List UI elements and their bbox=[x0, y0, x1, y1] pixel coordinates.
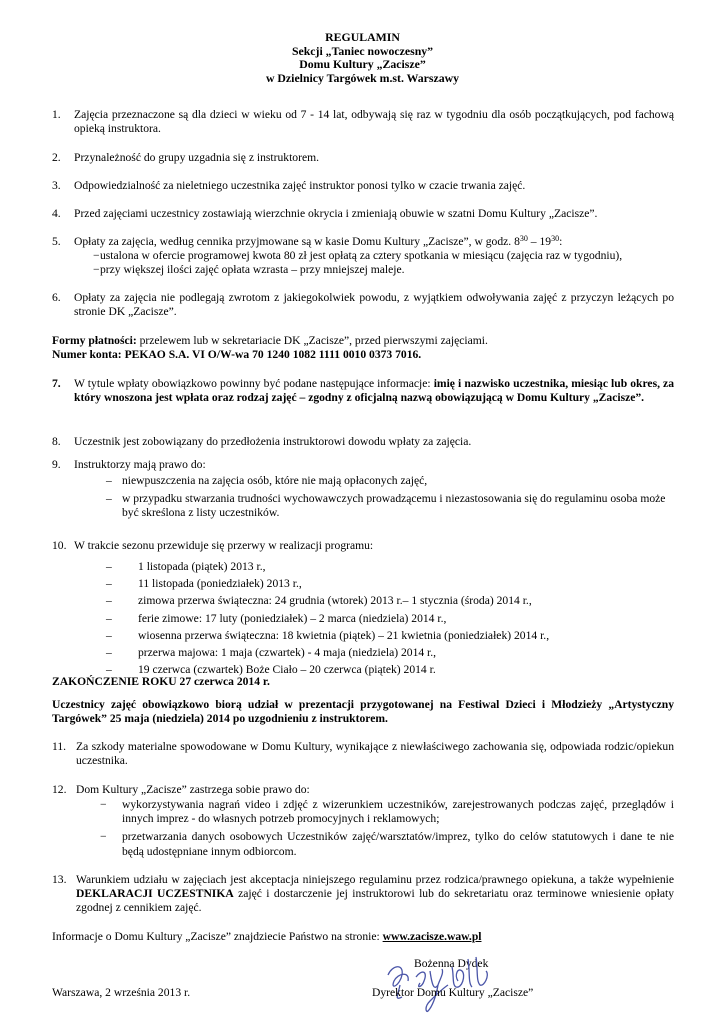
rule-7 bbox=[52, 377, 674, 405]
rule-12 bbox=[52, 783, 674, 797]
list-item: – zimowa przerwa świąteczna: 24 grudnia (wtorek) 2013 r.– 1 stycznia (środa) 2014 r., bbox=[106, 594, 532, 608]
dash-bullet: – bbox=[106, 560, 112, 573]
festival-note: Uczestnicy zajęć obowiązkowo biorą udział w prezentacji przygotowanej na Festiwal Dzieci i Młodzieży „Artystyczny Targówek” 25 maja (niedziela) 2014 po uzgodnieniu z instruktorem. bbox=[52, 698, 674, 726]
payment-info bbox=[52, 334, 674, 362]
signer-name: Bożenna Dydek bbox=[414, 957, 489, 970]
list-item: − wykorzystywania nagrań video i zdjęć z wizerunkiem uczestników, zarejestrowanych podczas zajęć, przeglądów i innych imprez - do własnych potrzeb promocyjnych i reklamowych; bbox=[100, 798, 674, 826]
signer-title: Dyrektor Domu Kultury „Zacisze” bbox=[372, 986, 534, 999]
rule-text: Za szkody materialne spowodowane w Domu Kultury, wynikające z niewłaściwego zachowania się, odpowiada rodzic/opiekun uczestnika. bbox=[76, 740, 674, 768]
rule-text: W trakcie sezonu przewiduje się przerwy w realizacji programu: bbox=[74, 539, 374, 552]
rule-text: Przed zajęciami uczestnicy zostawiają wierzchnie okrycia i zmieniają obuwie w szatni Domu Kultury „Zacisze”. bbox=[74, 207, 598, 220]
rule-number: 3. bbox=[52, 179, 61, 192]
list-item: − przetwarzania danych osobowych Uczestników zajęć/warsztatów/imprez, tylko do celów statutowych i dane te nie będą udostępniane innym odbiorcom. bbox=[100, 830, 674, 858]
dash-bullet: − bbox=[100, 798, 107, 811]
rule-2 bbox=[52, 151, 674, 165]
rule-text: Odpowiedzialność za nieletniego uczestnika zajęć instruktor ponosi tylko w czacie trwania zajęć. bbox=[74, 179, 526, 192]
signature-stroke bbox=[452, 957, 487, 987]
rule-text-part: Opłaty za zajęcia, według cennika przyjmowane są w kasie Domu Kultury „Zacisze”, w godz. 8 bbox=[74, 235, 520, 248]
payment-label: Formy płatności: bbox=[52, 334, 137, 347]
rule-11 bbox=[52, 740, 674, 768]
list-item: − ustalona w ofercie programowej kwota 80 zł jest opłatą za cztery spotkania w miesiącu (zajęcia raz w tygodniu), bbox=[93, 249, 623, 263]
rule-text bbox=[74, 235, 674, 249]
rule-9 bbox=[52, 458, 674, 472]
list-item: – przerwa majowa: 1 maja (czwartek) - 4 maja (niedziela) 2014 r., bbox=[106, 645, 437, 659]
rule-text: Zajęcia przeznaczone są dla dzieci w wieku od 7 - 14 lat, odbywają się raz w tygodniu dla osób początkujących, pod fachową opieką instruktora. bbox=[74, 108, 674, 136]
place-and-date: Warszawa, 2 września 2013 r. bbox=[52, 986, 191, 999]
rule-number: 2. bbox=[52, 151, 61, 164]
rule-number: 12. bbox=[52, 783, 67, 796]
rule-text-part: : bbox=[559, 235, 563, 248]
rule-6 bbox=[52, 291, 674, 319]
rule-text: Dom Kultury „Zacisze” zastrzega sobie prawo do: bbox=[76, 783, 310, 796]
rule-number: 5. bbox=[52, 235, 61, 248]
document-header bbox=[0, 31, 725, 85]
rule-number: 7. bbox=[52, 377, 61, 390]
payment-text: przelewem lub w sekretariacie DK „Zacisze”, przed pierwszymi zajęciami. bbox=[136, 334, 488, 347]
rule-text-part: – 19 bbox=[527, 235, 552, 248]
dash-bullet: – bbox=[106, 492, 112, 506]
list-item: – 1 listopada (piątek) 2013 r., bbox=[106, 560, 266, 573]
dash-bullet: − bbox=[93, 263, 100, 277]
handwritten-signature bbox=[382, 945, 512, 1015]
info-line: Informacje o Domu Kultury „Zacisze” znajdziecie Państwo na stronie: www.zacisze.waw.pl bbox=[52, 930, 482, 943]
fee-list bbox=[74, 249, 674, 277]
rule-8 bbox=[52, 435, 674, 449]
bank-account: Numer konta: PEKAO S.A. VI O/W-wa 70 1240 1082 1111 0010 0373 7016. bbox=[52, 348, 422, 362]
rule-10 bbox=[52, 539, 674, 553]
dash-bullet: − bbox=[100, 830, 107, 844]
rule-text: Przynależność do grupy uzgadnia się z instruktorem. bbox=[74, 151, 320, 164]
rule-1 bbox=[52, 108, 674, 136]
rule-13 bbox=[52, 873, 674, 916]
rule-number: 11. bbox=[52, 740, 67, 753]
dash-bullet: – bbox=[106, 628, 112, 642]
list-item: – ferie zimowe: 17 luty (poniedziałek) – 2 marca (niedziela) 2014 r., bbox=[106, 611, 447, 625]
dash-bullet: – bbox=[106, 474, 112, 487]
rule-text: Instruktorzy mają prawo do: bbox=[74, 458, 206, 471]
dash-bullet: – bbox=[106, 663, 112, 677]
dash-bullet: – bbox=[106, 577, 112, 591]
dash-bullet: – bbox=[106, 594, 112, 608]
rule-3 bbox=[52, 179, 674, 193]
rule-number: 13. bbox=[52, 873, 67, 886]
rule-number: 10. bbox=[52, 539, 67, 552]
hours-superscript: 30 bbox=[551, 234, 560, 243]
rule-text: Uczestnik jest zobowiązany do przedłożenia instruktorowi dowodu wpłaty za zajęcia. bbox=[74, 435, 472, 448]
dash-bullet: − bbox=[93, 249, 100, 263]
rule-text: W tytule wpłaty obowiązkowo powinny być podane następujące informacje: imię i nazwisko uczestnika, miesiąc lub okres, za który wnoszona jest wpłata oraz rodzaj zajęć – zgodny z oficjalną nazwą obowiązującą w Domu Kultury „Zacisze”. bbox=[74, 377, 674, 405]
rule-number: 6. bbox=[52, 291, 61, 304]
rights-list bbox=[52, 798, 674, 859]
list-item: – niewpuszczenia na zajęcia osób, które nie mają opłaconych zajęć, bbox=[106, 474, 428, 487]
list-item: − przy większej ilości zajęć opłata wzrasta – przy mniejszej maleje. bbox=[93, 263, 405, 277]
list-item: – wiosenna przerwa świąteczna: 18 kwietnia (piątek) – 21 kwietnia (poniedziałek) 2014 r., bbox=[106, 628, 550, 642]
rule-number: 4. bbox=[52, 207, 61, 220]
instructor-rights-list bbox=[52, 474, 674, 521]
rule-text: Warunkiem udziału w zajęciach jest akceptacja niniejszego regulaminu przez rodzica/prawnego opiekuna, a także wypełnienie DEKLARACJI UCZESTNIKA zajęć i dostarczenie jej instruktorowi lub do sekretariatu oraz terminowe wniesienie opłaty zgodnej z cennikiem zajęć. bbox=[76, 873, 674, 915]
rule-5 bbox=[52, 235, 674, 278]
header-section: Sekcji „Taniec nowoczesny” bbox=[291, 43, 434, 58]
header-district: w Dzielnicy Targówek m.st. Warszawy bbox=[265, 70, 460, 85]
end-of-year: ZAKOŃCZENIE ROKU 27 czerwca 2014 r. bbox=[52, 675, 270, 688]
list-item: – 19 czerwca (czwartek) Boże Ciało – 20 czerwca (piątek) 2014 r. bbox=[106, 663, 436, 677]
list-item: – 11 listopada (poniedziałek) 2013 r., bbox=[106, 577, 302, 591]
website-link[interactable]: www.zacisze.waw.pl bbox=[382, 930, 482, 943]
list-item: – w przypadku stwarzania trudności wychowawczych prowadzącemu i niezastosowania się do regulaminu osoba może być skreślona z listy uczestników. bbox=[106, 492, 666, 520]
rule-number: 8. bbox=[52, 435, 61, 448]
header-institution: Domu Kultury „Zacisze” bbox=[299, 57, 426, 72]
header-title: REGULAMIN bbox=[325, 30, 400, 44]
hours-superscript: 30 bbox=[519, 234, 528, 243]
rule-number: 1. bbox=[52, 108, 61, 121]
breaks-list bbox=[52, 560, 674, 680]
dash-bullet: – bbox=[106, 645, 112, 659]
rule-4 bbox=[52, 207, 674, 221]
rule-text: Opłaty za zajęcia nie podlegają zwrotom z jakiegokolwiek powodu, z wyjątkiem odwoływania zajęć z przyczyn leżących po stronie DK „Zacisze”. bbox=[74, 291, 674, 319]
dash-bullet: – bbox=[106, 611, 112, 625]
rule-number: 9. bbox=[52, 458, 61, 471]
